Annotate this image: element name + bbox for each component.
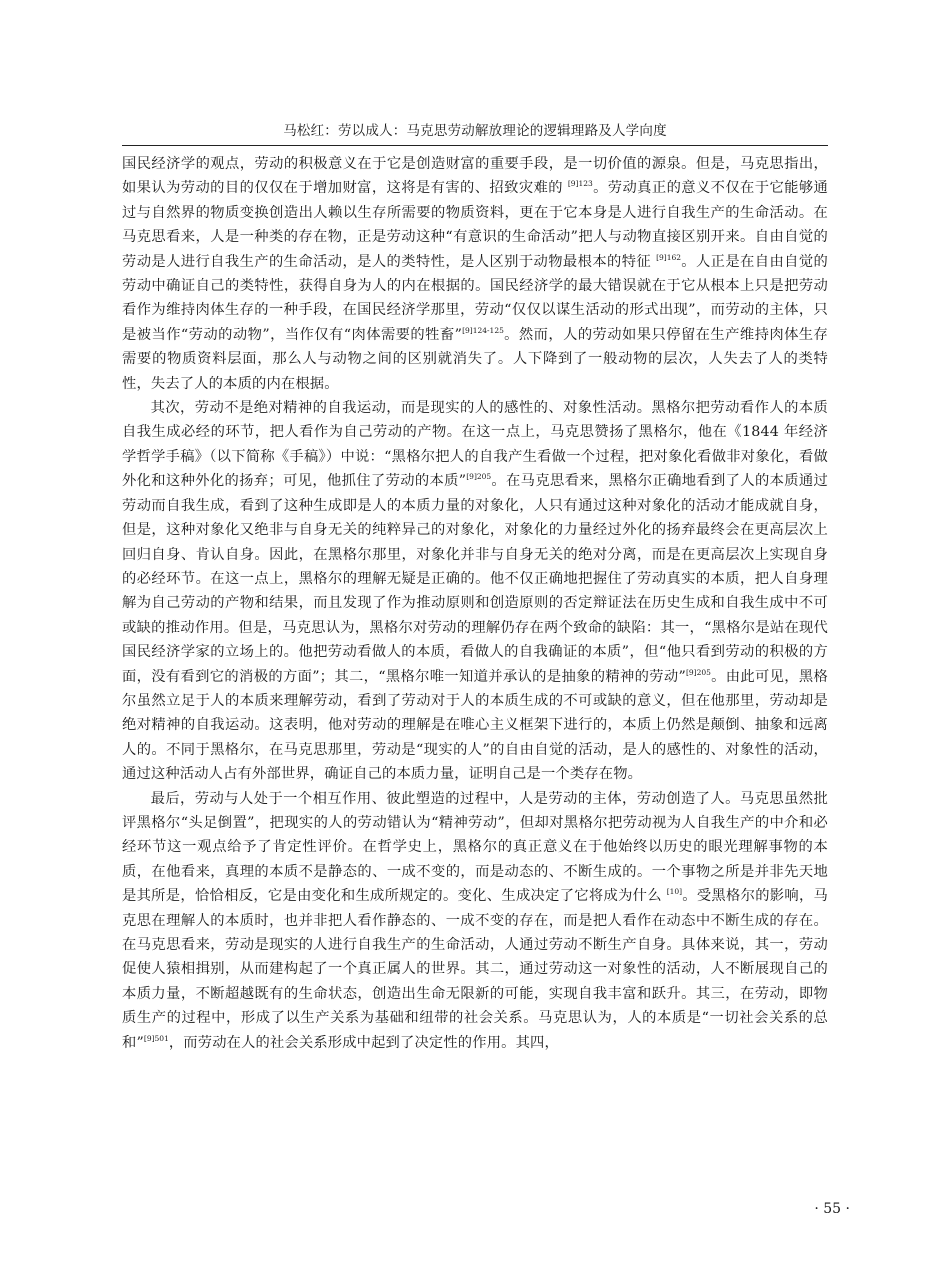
body-paragraph bbox=[122, 787, 828, 1055]
citation-ref: [9]123 bbox=[567, 179, 593, 189]
header-rule bbox=[122, 145, 828, 146]
paragraph-text: 。然而，人的劳动如果只停留在生产维持肉体生存需要的物质资料层面，那么人与动物之间的区别就消失了。人下降到了一般动物的层次，人失去了人的类特性，失去了人的本质的内在根据。 bbox=[122, 326, 828, 392]
paragraph-text: 最后，劳动与人处于一个相互作用、彼此塑造的过程中，人是劳动的主体，劳动创造了人。马克思虽然批评黑格尔“头足倒置”，把现实的人的劳动错认为“精神劳动”，但却对黑格尔把劳动视为人自我生产的中介和必经环节这一观点给予了肯定性评价。在哲学史上，黑格尔的真正意义在于他始终以历史的眼光理解事物的本质，在他看来，真理的本质不是静态的、一成不变的，而是动态的、不断生成的。一个事物之所是并非先天地是其所是，恰恰相反，它是由变化和生成所规定的。变化、生成决定了它将成为什么 bbox=[122, 790, 828, 905]
running-header: 马松红：劳以成人：马克思劳动解放理论的逻辑理路及人学向度 bbox=[283, 123, 667, 139]
page-number: · 55 · bbox=[814, 1201, 850, 1217]
citation-ref: [9]124-125 bbox=[462, 325, 504, 335]
citation-ref: [10] bbox=[666, 887, 683, 897]
paragraph-text: 。劳动真正的意义不仅在于它能够通过与自然界的物质变换创造出人赖以生存所需要的物质资料，更在于它本身是人进行自我生产的生命活动。在马克思看来，人是一种类的存在物，正是劳动这种“有意识的生命活动”把人与动物直接区别开来。自由自觉的劳动是人进行自我生产的生命活动，是人的类特性，是人区别于动物最根本的特征 bbox=[122, 180, 828, 270]
paragraph-text: 。受黑格尔的影响，马克思在理解人的本质时，也并非把人看作静态的、一成不变的存在，而是把人看作在动态中不断生成的存在。在马克思看来，劳动是现实的人进行自我生产的生命活动，人通过劳动不断生产自身。具体来说，其一，劳动促使人猿相揖别，从而建构起了一个真正属人的世界。其二，通过劳动这一对象性的活动，人不断展现自己的本质力量，不断超越既有的生命状态，创造出生命无限新的可能，实现自我丰富和跃升。其三，在劳动，即物质生产的过程中，形成了以生产关系为基础和纽带的社会关系。马克思认为，人的本质是“一切社会关系的总和” bbox=[122, 888, 828, 1051]
paragraph-text: ，而劳动在人的社会关系形成中起到了决定性的作用。其四， bbox=[168, 1034, 559, 1051]
body-paragraph bbox=[122, 152, 828, 396]
paragraph-text: 其次，劳动不是绝对精神的自我运动，而是现实的人的感性的、对象性活动。黑格尔把劳动看作人的本质自我生成必经的环节，把人看作为自己劳动的产物。在这一点上，马克思赞扬了黑格尔，他在《1844 年经济学哲学手稿》（以下简称《手稿》）中说：“黑格尔把人的自我产生看做一个过程，把对象化看做非对象化，看做外化和这种外化的扬弃；可见，他抓住了劳动的本质” bbox=[122, 400, 828, 490]
citation-ref: [9]205 bbox=[466, 472, 492, 482]
paragraph-text: 。在马克思看来，黑格尔正确地看到了人的本质通过劳动而自我生成，看到了这种生成即是人的本质力量的对象化，人只有通过这种对象化的活动才能成就自身，但是，这种对象化又绝非与自身无关的纯粹异己的对象化，对象化的力量经过外化的扬弃最终会在更高层次上回归自身、肯认自身。因此，在黑格尔那里，对象化并非与自身无关的绝对分离，而是在更高层次上实现自身的必经环节。在这一点上，黑格尔的理解无疑是正确的。他不仅正确地把握住了劳动真实的本质，把人自身理解为自己劳动的产物和结果，而且发现了作为推动原则和创造原则的否定辩证法在历史生成和自我生成中不可或缺的推动作用。但是，马克思认为，黑格尔对劳动的理解仍存在两个致命的缺陷：其一，“黑格尔是站在现代国民经济学家的立场上的。他把劳动看做人的本质，看做人的自我确证的本质”，但“他只看到劳动的积极的方面，没有看到它的消极的方面”；其二，“黑格尔唯一知道并承认的是抽象的精神的劳动” bbox=[122, 473, 828, 685]
citation-ref: [9]205 bbox=[685, 667, 711, 677]
body-paragraph bbox=[122, 396, 828, 787]
citation-ref: [9]162 bbox=[656, 252, 682, 262]
paragraph-text: 。由此可见，黑格尔虽然立足于人的本质来理解劳动，看到了劳动对于人的本质生成的不可或缺的意义，但在他那里，劳动却是绝对精神的自我运动。这表明，他对劳动的理解是在唯心主义框架下进行的，本质上仍然是颠倒、抽象和远离人的。不同于黑格尔，在马克思那里，劳动是“现实的人”的自由自觉的活动，是人的感性的、对象性的活动，通过这种活动人占有外部世界，确证自己的本质力量，证明自己是一个类存在物。 bbox=[122, 668, 828, 783]
paragraph-text: 国民经济学的观点，劳动的积极意义在于它是创造财富的重要手段，是一切价值的源泉。但是，马克思指出，如果认为劳动的目的仅仅在于增加财富，这将是有害的、招致灾难的 bbox=[122, 156, 828, 197]
citation-ref: [9]501 bbox=[143, 1033, 169, 1043]
article-body bbox=[122, 152, 828, 1055]
paragraph-text: 。人正是在自由自觉的劳动中确证自己的类特性，获得自身为人的内在根据的。国民经济学的最大错误就在于它从根本上只是把劳动看作为维持肉体生存的一种手段，在国民经济学那里，劳动“仅仅以谋生活动的形式出现”，而劳动的主体，只是被当作“劳动的动物”，当作仅有“肉体需要的牲畜” bbox=[122, 253, 829, 343]
